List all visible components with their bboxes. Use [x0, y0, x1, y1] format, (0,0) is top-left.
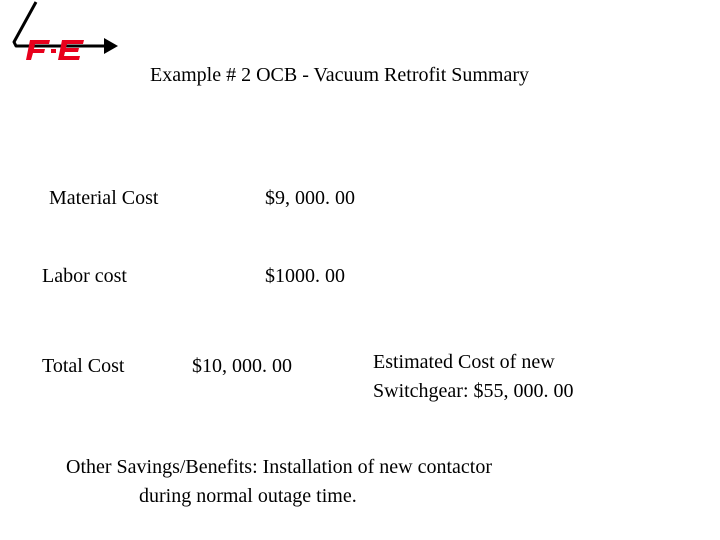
labor-cost-value: $1000. 00: [265, 265, 345, 287]
company-logo: [0, 0, 130, 70]
estimate-line-1: Estimated Cost of new: [373, 351, 555, 373]
other-benefits-line-2: during normal outage time.: [139, 485, 357, 507]
total-cost-label: Total Cost: [42, 355, 125, 377]
page-title: Example # 2 OCB - Vacuum Retrofit Summary: [150, 64, 530, 86]
material-cost-value: $9, 000. 00: [265, 187, 355, 209]
estimated-new-switchgear-note: [373, 348, 574, 406]
labor-cost-label: Labor cost: [42, 265, 127, 287]
total-cost-value: $10, 000. 00: [192, 355, 292, 377]
material-cost-label: Material Cost: [49, 187, 159, 209]
other-benefits-note: [66, 453, 492, 511]
other-benefits-line-1: Other Savings/Benefits: Installation of new contactor: [66, 456, 493, 478]
lfe-logo-icon: [0, 0, 130, 70]
estimate-line-2: Switchgear: $55, 000. 00: [373, 380, 574, 402]
